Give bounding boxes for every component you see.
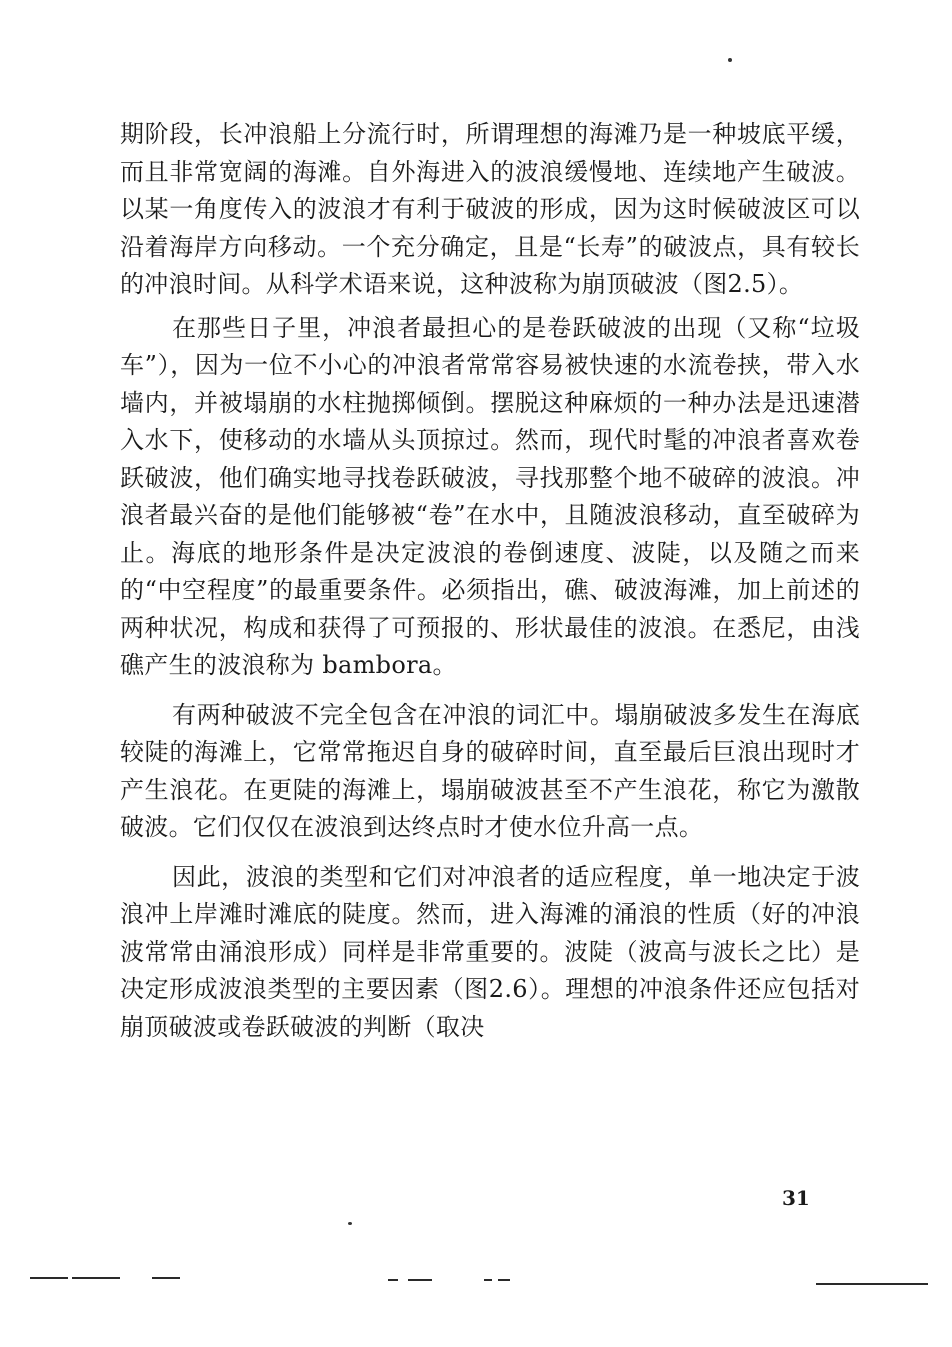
scan-edge-mark xyxy=(72,1277,120,1279)
paragraph-4: 因此，波浪的类型和它们对冲浪者的适应程度，单一地决定于波浪冲上岸滩时滩底的陡度。然而，进入海滩的涌浪的性质（好的冲浪波常常由涌浪形成）同样是非常重要的。波陡（波高与波长之比）是决定形成波浪类型的主要因素（图2.6）。理想的冲浪条件还应包括对崩顶破波或卷跃破波的判断（取决 xyxy=(120,862,860,1041)
scan-edge-mark xyxy=(152,1277,180,1279)
scan-edge-mark xyxy=(484,1279,492,1281)
print-speck xyxy=(728,58,732,62)
scan-edge-mark xyxy=(408,1279,432,1281)
scan-edge-mark xyxy=(498,1279,510,1281)
paragraph-3: 有两种破波不完全包含在冲浪的词汇中。塌崩破波多发生在海底较陡的海滩上，它常常拖迟自身的破碎时间，直至最后巨浪出现时才产生浪花。在更陡的海滩上，塌崩破波甚至不产生浪花，称它为激散破波。它们仅仅在波浪到达终点时才使水位升高一点。 xyxy=(120,700,860,841)
scan-edge-mark xyxy=(816,1283,928,1285)
print-speck xyxy=(348,1222,352,1225)
body-text xyxy=(120,116,860,1046)
scan-edge-mark xyxy=(388,1279,398,1281)
scan-edge-mark xyxy=(30,1277,68,1279)
paragraph-2: 在那些日子里，冲浪者最担心的是卷跃破波的出现（又称“垃圾车”），因为一位不小心的冲浪者常常容易被快速的水流卷挟，带入水墙内，并被塌崩的水柱抛掷倾倒。摆脱这种麻烦的一种办法是迅速潜入水下，使移动的水墙从头顶掠过。然而，现代时髦的冲浪者喜欢卷跃破波，他们确实地寻找卷跃破波，寻找那整个地不破碎的波浪。冲浪者最兴奋的是他们能够被“卷”在水中，且随波浪移动，直至破碎为止。海底的地形条件是决定波浪的卷倒速度、波陡，以及随之而来的“中空程度”的最重要条件。必须指出，礁、破波海滩，加上前述的两种状况，构成和获得了可预报的、形状最佳的波浪。在悉尼，由浅礁产生的波浪称为 bambora。 xyxy=(120,313,860,679)
page-number: 31 xyxy=(782,1186,810,1210)
paragraph-1: 期阶段，长冲浪船上分流行时，所谓理想的海滩乃是一种坡底平缓，而且非常宽阔的海滩。自外海进入的波浪缓慢地、连续地产生破波。以某一角度传入的波浪才有利于破波的形成，因为这时候破波区可以沿着海岸方向移动。一个充分确定，且是“长寿”的破波点，具有较长的冲浪时间。从科学术语来说，这种波称为崩顶破波（图2.5）。 xyxy=(120,120,860,298)
